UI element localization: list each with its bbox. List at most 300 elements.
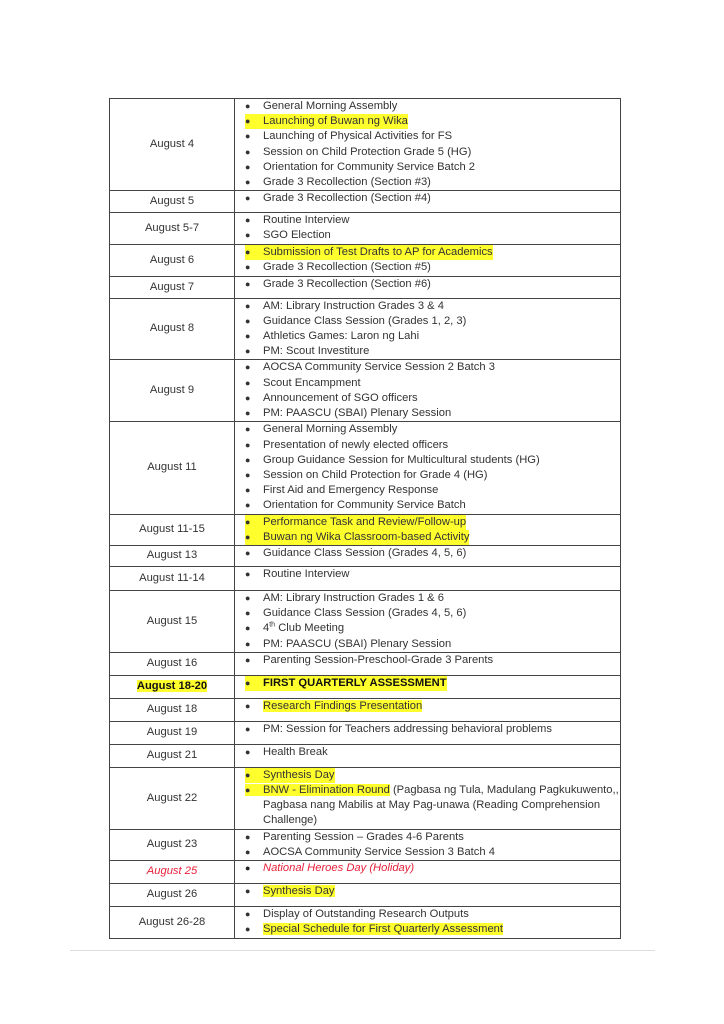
activity-label: Scout Encampment xyxy=(263,376,361,389)
activity-wrap xyxy=(245,768,335,783)
activity-row xyxy=(245,360,620,375)
bullet-icon: ● xyxy=(245,116,251,127)
activity-wrap xyxy=(245,360,495,375)
activity-label: Orientation for Community Service Batch 2 xyxy=(263,160,476,173)
activity-text xyxy=(263,922,503,937)
activity-item xyxy=(245,884,620,899)
bullet-icon: ● xyxy=(245,924,251,935)
activity-text xyxy=(263,145,471,160)
activity-row xyxy=(245,745,620,760)
activity-wrap xyxy=(245,160,475,175)
activity-item xyxy=(245,498,620,513)
schedule-row xyxy=(110,276,621,298)
activity-item xyxy=(245,422,620,437)
bullet-icon: ● xyxy=(245,623,251,634)
activity-row xyxy=(245,845,620,860)
activity-item xyxy=(245,175,620,190)
bullet-icon: ● xyxy=(245,470,251,481)
activity-text xyxy=(263,483,438,498)
activity-label: General Morning Assembly xyxy=(263,100,398,112)
activity-text xyxy=(263,422,397,437)
activity-list xyxy=(245,768,620,829)
schedule-row xyxy=(110,191,621,213)
activity-wrap xyxy=(245,175,431,190)
activity-row xyxy=(245,277,620,292)
schedule-row xyxy=(110,360,621,422)
activity-wrap xyxy=(245,344,369,359)
date-label: August 5 xyxy=(149,195,195,208)
schedule-body xyxy=(110,99,621,939)
activity-text xyxy=(263,299,444,314)
activity-label: Club Meeting xyxy=(278,622,345,635)
activity-row xyxy=(245,483,620,498)
activity-item xyxy=(245,621,620,636)
activities-cell xyxy=(235,546,621,567)
activity-row xyxy=(245,245,620,260)
date-cell xyxy=(110,276,235,298)
activity-label: Guidance Class Session (Grades 1, 2, 3) xyxy=(263,314,467,327)
activity-wrap xyxy=(245,314,466,329)
bullet-icon: ● xyxy=(245,863,251,874)
activity-label: Athletics Games: Laron ng Lahi xyxy=(263,330,420,343)
activity-list xyxy=(245,191,620,206)
activity-row xyxy=(245,546,620,561)
activity-wrap xyxy=(245,299,444,314)
activity-text xyxy=(263,653,493,668)
activity-text xyxy=(263,621,344,636)
activity-label: Orientation for Community Service Batch xyxy=(263,499,466,512)
bullet-icon: ● xyxy=(245,193,251,204)
activity-item xyxy=(245,145,620,160)
date-cell xyxy=(110,829,235,860)
activity-row xyxy=(245,213,620,228)
activity-wrap xyxy=(245,376,361,391)
activity-wrap xyxy=(245,228,331,243)
bullet-icon: ● xyxy=(245,654,251,665)
date-cell xyxy=(110,907,235,938)
bullet-icon: ● xyxy=(245,846,251,857)
bullet-icon: ● xyxy=(245,439,251,450)
activity-row xyxy=(245,515,620,530)
activity-label: Launching of Physical Activities for FS xyxy=(263,130,453,143)
date-label: August 18-20 xyxy=(136,680,208,693)
activity-text xyxy=(263,768,335,783)
activity-item xyxy=(245,299,620,314)
activity-list xyxy=(245,745,620,760)
activity-row xyxy=(245,530,620,545)
activity-label: Guidance Class Session (Grades 4, 5, 6) xyxy=(263,607,467,620)
schedule-row xyxy=(110,213,621,244)
date-label: August 23 xyxy=(146,838,198,851)
schedule-row xyxy=(110,861,621,884)
date-cell xyxy=(110,652,235,675)
schedule-row xyxy=(110,422,621,514)
activity-row xyxy=(245,228,620,243)
activities-cell xyxy=(235,567,621,591)
activity-text xyxy=(263,591,444,606)
activity-wrap xyxy=(245,260,431,275)
activity-row xyxy=(245,699,620,714)
activity-wrap xyxy=(245,606,466,621)
activity-row xyxy=(245,907,620,922)
activity-label: Launching of Buwan ng Wika xyxy=(263,115,408,128)
activity-wrap xyxy=(245,129,452,144)
activity-item xyxy=(245,344,620,359)
activity-row xyxy=(245,861,620,876)
bullet-icon: ● xyxy=(245,101,251,111)
activity-item xyxy=(245,722,620,737)
activity-item xyxy=(245,245,620,260)
activity-label: First Aid and Emergency Response xyxy=(263,484,439,497)
activity-label: Parenting Session-Preschool-Grade 3 Parents xyxy=(263,653,494,666)
activity-item xyxy=(245,591,620,606)
activity-item xyxy=(245,213,620,228)
activity-label: Presentation of newly elected officers xyxy=(263,438,449,451)
activity-row xyxy=(245,637,620,652)
activity-text xyxy=(263,884,335,899)
activity-item xyxy=(245,453,620,468)
activity-list xyxy=(245,360,620,421)
activity-list xyxy=(245,591,620,652)
activity-label: AOCSA Community Service Session 3 Batch 4 xyxy=(263,845,495,858)
activities-cell xyxy=(235,829,621,860)
activity-row xyxy=(245,99,620,114)
bullet-icon: ● xyxy=(245,146,251,157)
date-label: August 11 xyxy=(147,461,197,474)
activity-wrap xyxy=(245,591,444,606)
activity-label: PM: Scout Investiture xyxy=(263,345,370,358)
activity-item xyxy=(245,637,620,652)
activities-cell xyxy=(235,99,621,191)
activity-text xyxy=(263,228,331,243)
activity-wrap xyxy=(245,391,418,406)
activities-cell xyxy=(235,422,621,514)
bullet-icon: ● xyxy=(245,700,251,711)
activity-text xyxy=(263,845,495,860)
activity-label: Synthesis Day xyxy=(263,885,335,898)
date-cell xyxy=(110,744,235,767)
date-label: August 5-7 xyxy=(144,221,200,234)
activity-wrap xyxy=(245,637,451,652)
activity-item xyxy=(245,438,620,453)
activity-label: Research Findings Presentation xyxy=(263,699,423,712)
activity-label: Submission of Test Drafts to AP for Academics xyxy=(263,245,493,258)
activity-label: BNW - Elimination Round xyxy=(263,784,390,797)
date-cell xyxy=(110,767,235,829)
date-label: August 25 xyxy=(146,865,198,878)
bullet-icon: ● xyxy=(245,569,251,580)
date-label: August 4 xyxy=(149,138,195,150)
activity-row xyxy=(245,591,620,606)
activity-text xyxy=(263,907,469,922)
activity-text xyxy=(263,344,369,359)
activity-wrap xyxy=(245,653,493,668)
activity-wrap xyxy=(245,277,431,292)
activity-row xyxy=(245,498,620,513)
schedule-row xyxy=(110,546,621,567)
date-cell xyxy=(110,514,235,545)
date-cell xyxy=(110,721,235,744)
activity-label: FIRST QUARTERLY ASSESSMENT xyxy=(263,676,447,689)
activity-label: Buwan ng Wika Classroom-based Activity xyxy=(263,530,470,543)
bullet-icon: ● xyxy=(245,246,251,257)
date-cell xyxy=(110,884,235,907)
activity-wrap xyxy=(245,468,487,483)
activity-text xyxy=(263,567,349,582)
activity-wrap xyxy=(245,907,469,922)
activity-wrap xyxy=(245,861,414,876)
date-cell xyxy=(110,567,235,591)
activity-row xyxy=(245,160,620,175)
date-cell xyxy=(110,213,235,244)
activity-list xyxy=(245,277,620,292)
date-cell xyxy=(110,422,235,514)
activity-row xyxy=(245,114,620,129)
activity-item xyxy=(245,530,620,545)
activity-item xyxy=(245,406,620,421)
activity-row xyxy=(245,468,620,483)
activity-text xyxy=(263,114,408,129)
activity-row xyxy=(245,722,620,737)
date-label: August 19 xyxy=(146,726,198,739)
activity-text xyxy=(263,637,451,652)
activity-text xyxy=(263,745,328,760)
activities-cell xyxy=(235,191,621,213)
date-label: August 7 xyxy=(149,280,195,293)
activity-wrap xyxy=(245,830,464,845)
activity-wrap xyxy=(245,114,408,129)
bullet-icon: ● xyxy=(245,746,251,757)
date-label: August 26 xyxy=(146,888,198,901)
activity-text xyxy=(263,129,452,144)
activity-label: SGO Election xyxy=(263,229,331,242)
activity-item xyxy=(245,468,620,483)
activities-cell xyxy=(235,591,621,653)
activities-cell xyxy=(235,652,621,675)
activity-row xyxy=(245,391,620,406)
schedule-row xyxy=(110,907,621,938)
activity-highlight xyxy=(245,784,390,796)
date-cell xyxy=(110,591,235,653)
date-label: August 11-14 xyxy=(139,571,205,584)
bullet-icon: ● xyxy=(245,638,251,649)
activity-label: Special Schedule for First Quarterly Assessment xyxy=(263,923,504,936)
date-label: August 9 xyxy=(149,384,195,397)
activity-wrap xyxy=(245,329,419,344)
activity-wrap xyxy=(245,245,493,260)
schedule-row xyxy=(110,591,621,653)
bullet-icon: ● xyxy=(245,677,251,688)
activity-text xyxy=(263,245,493,260)
activity-wrap xyxy=(245,699,422,714)
activity-row xyxy=(245,329,620,344)
activity-row xyxy=(245,314,620,329)
activity-label: Session on Child Protection for Grade 4 (HG) xyxy=(263,469,488,482)
bullet-icon: ● xyxy=(245,909,251,920)
activities-cell xyxy=(235,861,621,884)
activity-item xyxy=(245,546,620,561)
activity-row xyxy=(245,191,620,206)
activity-text xyxy=(263,191,431,206)
activity-label: Announcement of SGO officers xyxy=(263,391,418,404)
activity-label: PM: PAASCU (SBAI) Plenary Session xyxy=(263,407,452,420)
activity-text xyxy=(263,277,431,292)
activity-item xyxy=(245,391,620,406)
activities-cell xyxy=(235,698,621,721)
activity-list xyxy=(245,676,620,691)
activity-item xyxy=(245,783,620,829)
date-label: August 21 xyxy=(146,749,198,762)
activity-list xyxy=(245,515,620,545)
schedule-row xyxy=(110,298,621,360)
activity-list xyxy=(245,422,620,513)
bullet-icon: ● xyxy=(245,177,251,188)
date-cell xyxy=(110,675,235,698)
activity-label: Grade 3 Recollection (Section #5) xyxy=(263,260,431,273)
activities-cell xyxy=(235,675,621,698)
date-cell xyxy=(110,191,235,213)
activity-label: AM: Library Instruction Grades 3 & 4 xyxy=(263,299,444,312)
activity-wrap xyxy=(245,406,451,421)
activity-text xyxy=(263,530,469,545)
activity-item xyxy=(245,277,620,292)
activity-item xyxy=(245,567,620,582)
activity-text xyxy=(263,360,495,375)
activity-row xyxy=(245,453,620,468)
activity-label: Grade 3 Recollection (Section #3) xyxy=(263,176,431,189)
bullet-icon: ● xyxy=(245,392,251,403)
activity-wrap xyxy=(245,567,349,582)
activity-item xyxy=(245,515,620,530)
date-cell xyxy=(110,298,235,360)
date-cell xyxy=(110,360,235,422)
date-label: August 15 xyxy=(146,614,198,627)
activity-item xyxy=(245,129,620,144)
activity-wrap xyxy=(245,422,397,437)
activity-text xyxy=(263,160,475,175)
bullet-icon: ● xyxy=(245,485,251,496)
bullet-icon: ● xyxy=(245,886,251,897)
bullet-icon: ● xyxy=(245,608,251,619)
activities-cell xyxy=(235,360,621,422)
activity-wrap xyxy=(245,884,335,899)
activity-item xyxy=(245,228,620,243)
bullet-icon: ● xyxy=(245,346,251,357)
activity-row xyxy=(245,376,620,391)
activity-text xyxy=(263,722,552,737)
activity-label: Grade 3 Recollection (Section #4) xyxy=(263,192,431,205)
bullet-icon: ● xyxy=(245,215,251,226)
activity-item xyxy=(245,191,620,206)
bullet-icon: ● xyxy=(245,230,251,241)
activity-wrap xyxy=(245,621,344,636)
activities-cell xyxy=(235,907,621,938)
activity-label: Routine Interview xyxy=(263,568,350,581)
ordinal-number: 4 xyxy=(263,622,270,635)
activity-wrap xyxy=(245,145,471,160)
activity-text xyxy=(263,453,540,468)
bullet-icon: ● xyxy=(245,516,251,527)
schedule-row xyxy=(110,744,621,767)
activity-details: (Pagbasa ng Tula, Madulang Pagkukuwento,, Pagbasa nang Mabilis at May Pag-unawa (Reading Comprehension Challenge) xyxy=(263,784,619,827)
date-label: August 6 xyxy=(149,253,195,266)
activity-wrap xyxy=(245,438,448,453)
activity-wrap xyxy=(245,213,349,228)
schedule-row xyxy=(110,514,621,545)
schedule-row xyxy=(110,652,621,675)
activity-list xyxy=(245,299,620,360)
bullet-icon: ● xyxy=(245,500,251,511)
bullet-icon: ● xyxy=(245,593,251,604)
bullet-icon: ● xyxy=(245,769,251,780)
activity-label: Routine Interview xyxy=(263,214,350,227)
activity-row xyxy=(245,406,620,421)
activity-text xyxy=(263,699,422,714)
activity-wrap xyxy=(245,483,438,498)
activity-item xyxy=(245,861,620,876)
bullet-icon: ● xyxy=(245,131,251,142)
activity-row xyxy=(245,768,620,783)
activities-cell xyxy=(235,721,621,744)
activity-label: Performance Task and Review/Follow-up xyxy=(263,515,467,528)
activity-label: AOCSA Community Service Session 2 Batch 3 xyxy=(263,361,495,374)
activity-label: Display of Outstanding Research Outputs xyxy=(263,908,469,921)
bullet-icon: ● xyxy=(245,548,251,559)
activity-text xyxy=(263,438,448,453)
schedule-row xyxy=(110,567,621,591)
activity-list xyxy=(245,546,620,561)
activity-item xyxy=(245,329,620,344)
activity-label: Group Guidance Session for Multicultural students (HG) xyxy=(263,453,540,466)
activity-text xyxy=(263,314,466,329)
date-label: August 11-15 xyxy=(139,523,205,536)
activity-item xyxy=(245,606,620,621)
date-cell xyxy=(110,546,235,567)
activity-item xyxy=(245,99,620,114)
activity-wrap xyxy=(245,745,328,760)
activity-label: Synthesis Day xyxy=(263,768,335,781)
activity-list xyxy=(245,861,620,876)
activity-wrap xyxy=(245,845,495,860)
activity-label: PM: PAASCU (SBAI) Plenary Session xyxy=(263,637,452,650)
activity-row xyxy=(245,260,620,275)
activity-item xyxy=(245,114,620,129)
activities-cell xyxy=(235,884,621,907)
activity-wrap xyxy=(245,530,469,545)
activity-text xyxy=(263,606,466,621)
activity-text xyxy=(263,406,451,421)
activities-cell xyxy=(235,244,621,276)
date-label: August 16 xyxy=(146,657,198,670)
bullet-icon: ● xyxy=(245,531,251,542)
activity-item xyxy=(245,483,620,498)
bullet-icon: ● xyxy=(245,315,251,326)
date-cell xyxy=(110,861,235,884)
activity-list xyxy=(245,653,620,668)
activities-cell xyxy=(235,744,621,767)
activity-list xyxy=(245,722,620,737)
activity-item xyxy=(245,845,620,860)
schedule-row xyxy=(110,721,621,744)
activity-row xyxy=(245,344,620,359)
date-label: August 26-28 xyxy=(138,915,206,928)
activity-row xyxy=(245,129,620,144)
bullet-icon: ● xyxy=(245,362,251,373)
bullet-icon: ● xyxy=(245,161,251,172)
activity-wrap xyxy=(245,722,552,737)
activity-list xyxy=(245,213,620,243)
activity-item xyxy=(245,676,620,691)
